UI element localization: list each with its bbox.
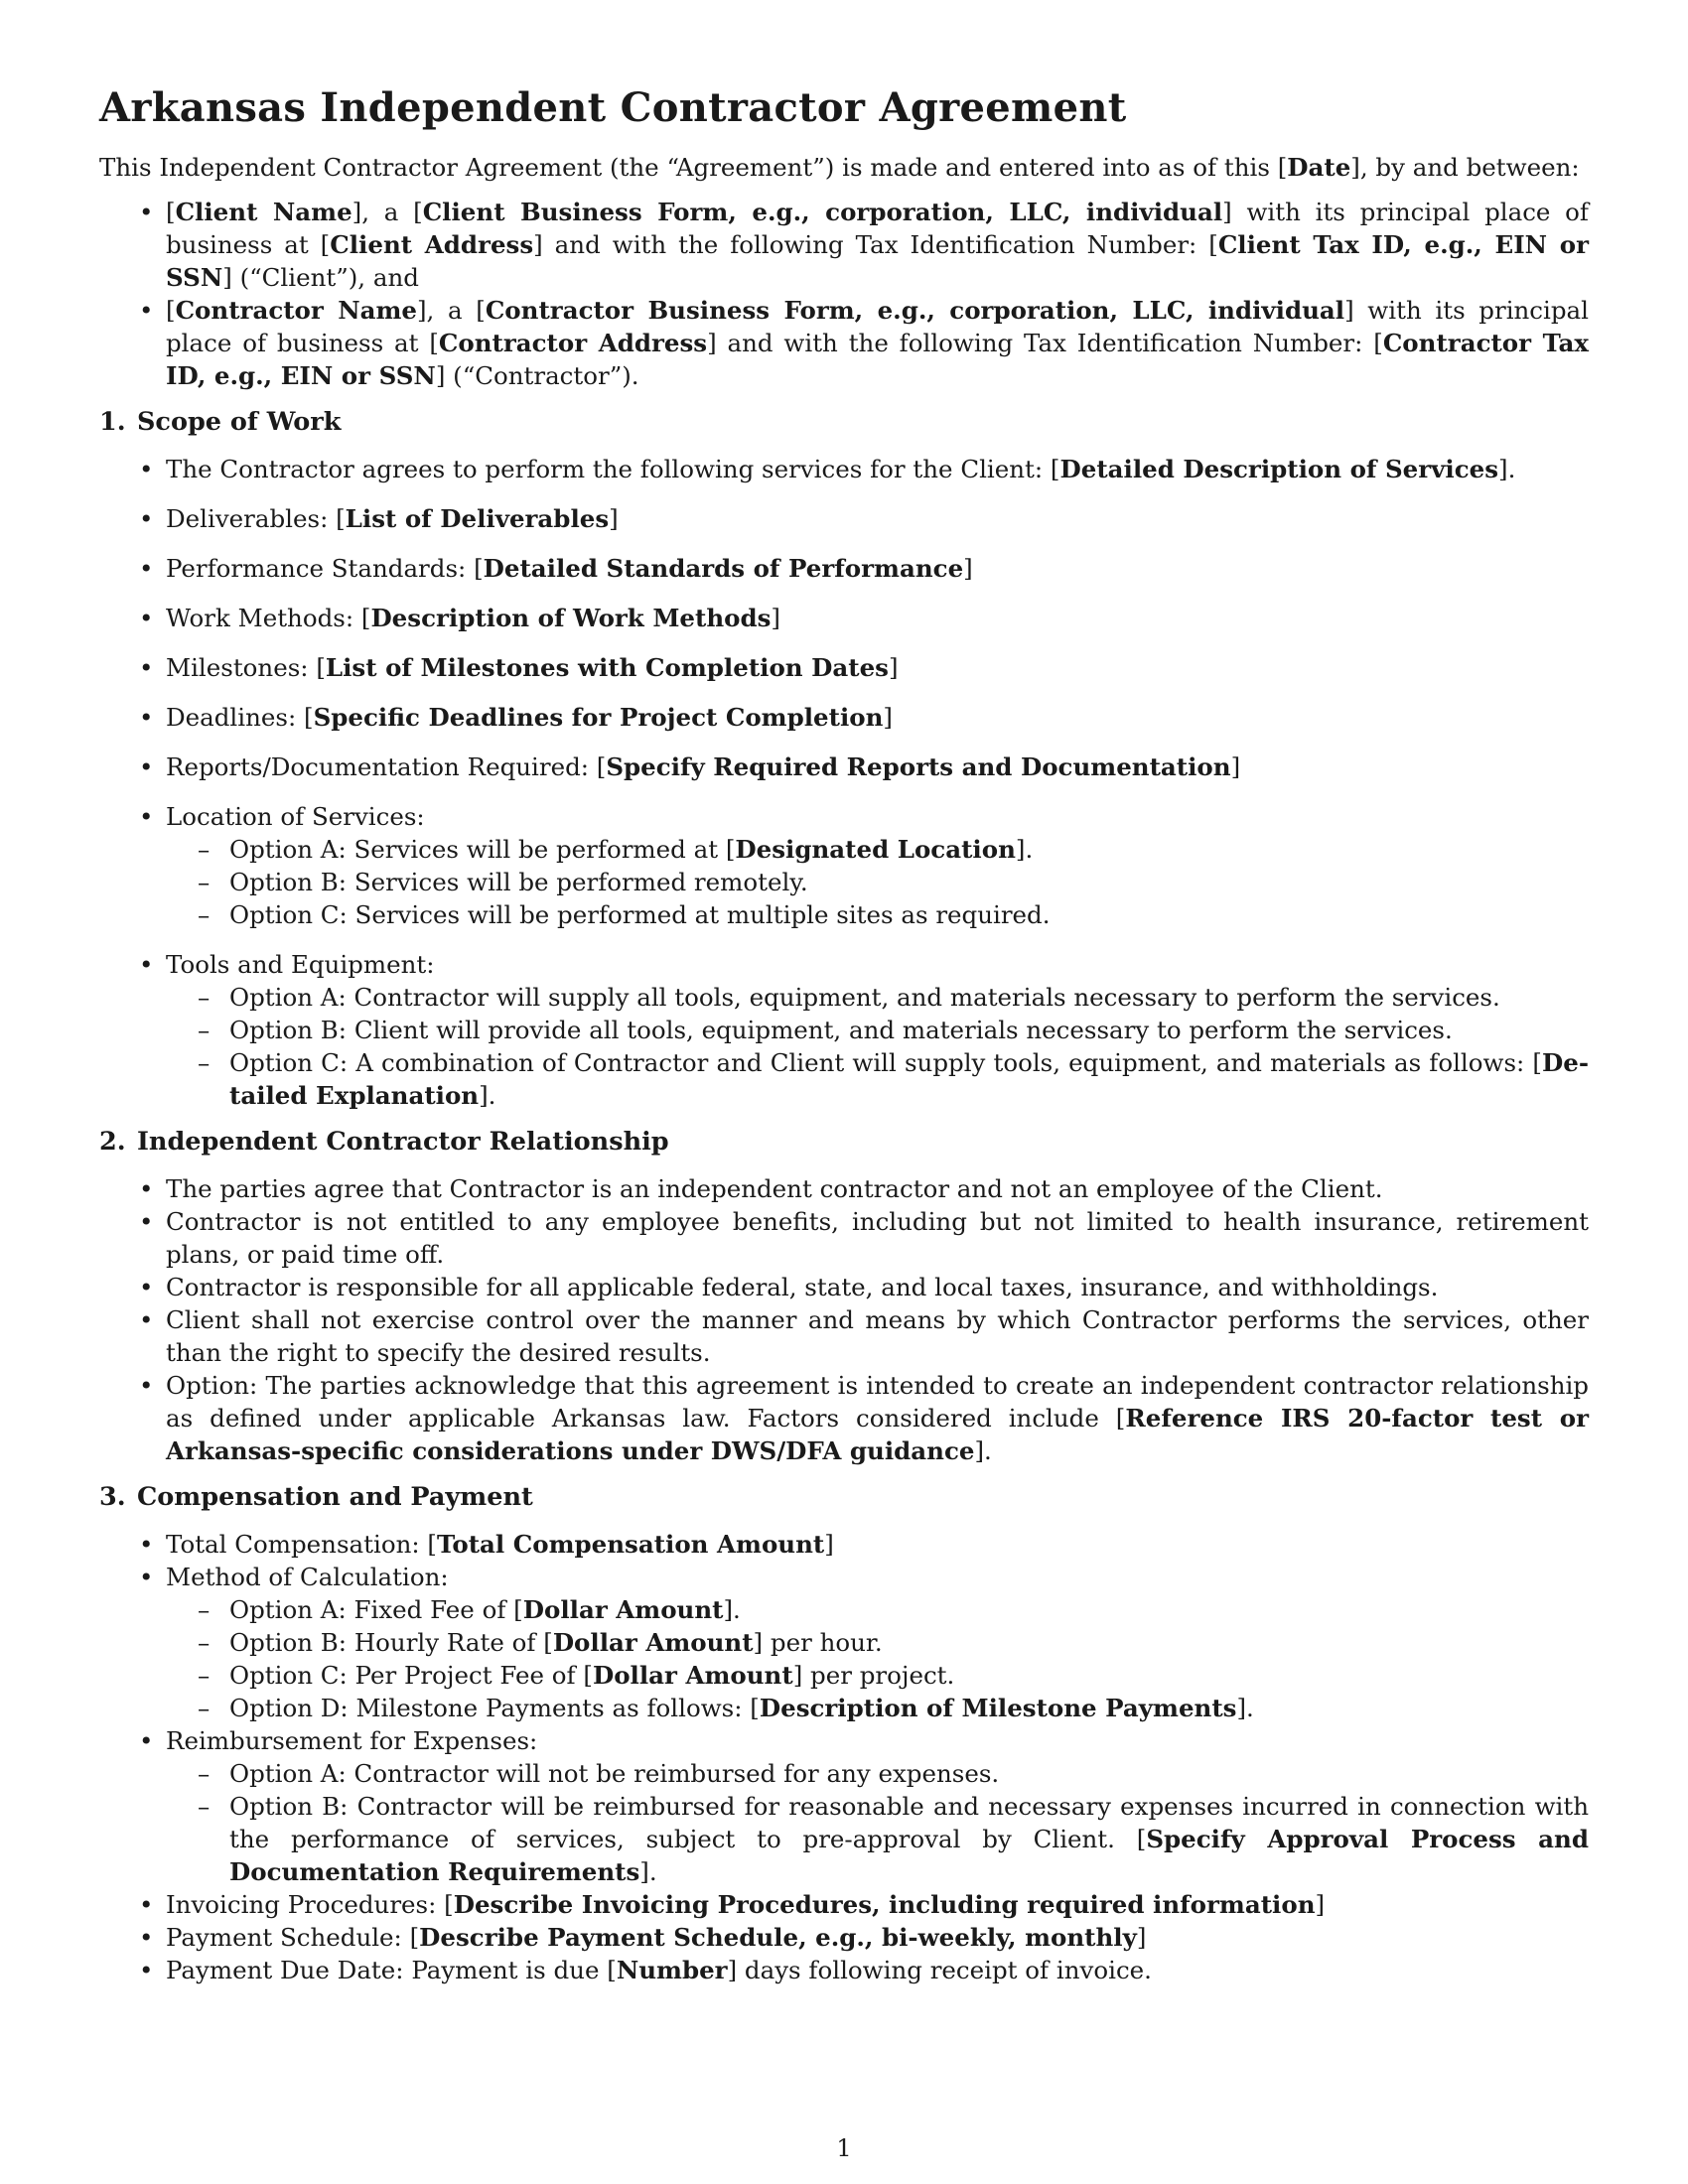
list-item: • Deliverables: [List of Deliverables] <box>99 502 1589 535</box>
list-item: – Option A: Contractor will not be reimbursed for any expenses. <box>166 1757 1589 1790</box>
tools-options <box>166 981 1589 1112</box>
method-options <box>166 1593 1589 1724</box>
parties-list <box>99 196 1589 392</box>
method-of-calculation: • Method of Calculation: – Option A: Fixed Fee of [Dollar Amount]. – Option B: Hourly Rate of [Dollar Amount] per hour. – Option C: Per Project Fee of [Dollar Amount] per project. – Option D: Milestone Payments as follows: [Description of Milestone Payments]. <box>99 1561 1589 1724</box>
party-client: • [Client Name], a [Client Business Form, e.g., corporation, LLC, individual] with its principal place of business at [Client Address] and with the following Tax Identification Number: [Client Tax ID, e.g., EIN or SSN] (“Client”), and <box>99 196 1589 294</box>
document-title: Arkansas Independent Contractor Agreement <box>99 84 1127 131</box>
list-item: – Option B: Contractor will be reimbursed for reasonable and necessary expenses incurred in connection with the performance of services, subject to pre-approval by Client. [Specify Approval Process and Documentation Requirements]. <box>166 1790 1589 1888</box>
location-of-services: • Location of Services: – Option A: Services will be performed at [Designated Location]. – Option B: Services will be performed remotely. – Option C: Services will be performed at multiple sites as required. <box>99 800 1589 931</box>
list-item: • Invoicing Procedures: [Describe Invoicing Procedures, including required information] <box>99 1888 1589 1921</box>
document-page <box>99 79 1589 1992</box>
intro-paragraph: This Independent Contractor Agreement (the “Agreement”) is made and entered into as of this [Date], by and between: <box>99 153 1580 182</box>
section-heading-relationship: 2. Independent Contractor Relationship <box>99 1127 669 1157</box>
list-item: • The Contractor agrees to perform the following services for the Client: [Detailed Description of Services]. <box>99 453 1589 485</box>
section-heading-scope: 1. Scope of Work <box>99 407 342 437</box>
list-item: • Option: The parties acknowledge that this agreement is intended to create an independent contractor relationship as defined under applicable Arkansas law. Factors considered include [Reference IRS 20-factor test or Arkansas-specific considerations under DWS/DFA guidance]. <box>99 1369 1589 1467</box>
list-item: – Option C: Per Project Fee of [Dollar Amount] per project. <box>166 1659 1589 1692</box>
scope-list <box>99 453 1589 1112</box>
list-item: • Deadlines: [Specific Deadlines for Project Completion] <box>99 701 1589 734</box>
list-item: • Client shall not exercise control over the manner and means by which Contractor performs the services, other than the right to specify the desired results. <box>99 1303 1589 1369</box>
list-item: – Option B: Hourly Rate of [Dollar Amount] per hour. <box>166 1626 1589 1659</box>
reimbursement-for-expenses: • Reimbursement for Expenses: – Option A: Contractor will not be reimbursed for any expenses. – Option B: Contractor will be reimbursed for reasonable and necessary expenses incurred in connection with the performance of services, subject to pre-approval by Client. [Specify Approval Process and Documentation Requirements]. <box>99 1724 1589 1888</box>
compensation-list <box>99 1528 1589 1986</box>
list-item: – Option C: Services will be performed at multiple sites as required. <box>166 898 1589 931</box>
location-options <box>166 833 1589 931</box>
list-item: • Reports/Documentation Required: [Specify Required Reports and Documentation] <box>99 751 1589 783</box>
list-item: – Option A: Fixed Fee of [Dollar Amount]. <box>166 1593 1589 1626</box>
list-item: • Milestones: [List of Milestones with Completion Dates] <box>99 651 1589 684</box>
relationship-list <box>99 1172 1589 1467</box>
list-item: • Work Methods: [Description of Work Methods] <box>99 602 1589 634</box>
list-item: • Performance Standards: [Detailed Standards of Performance] <box>99 552 1589 585</box>
list-item: – Option B: Client will provide all tools, equipment, and materials necessary to perform the services. <box>166 1014 1589 1046</box>
list-item: • The parties agree that Contractor is an independent contractor and not an employee of the Client. <box>99 1172 1589 1205</box>
party-contractor: • [Contractor Name], a [Contractor Business Form, e.g., corporation, LLC, individual] with its principal place of business at [Contractor Address] and with the following Tax Identification Number: [Contractor Tax ID, e.g., EIN or SSN] (“Contractor”). <box>99 294 1589 392</box>
page-number: 1 <box>836 2134 852 2162</box>
list-item: – Option A: Services will be performed at [Designated Location]. <box>166 833 1589 866</box>
tools-and-equipment: • Tools and Equipment: – Option A: Contractor will supply all tools, equipment, and materials necessary to perform the services. – Option B: Client will provide all tools, equipment, and materials necessary to perform the services. – Option C: A combination of Contractor and Client will supply tools, equipment, and materials as follows: [De-tailed Explanation]. <box>99 948 1589 1112</box>
list-item: • Total Compensation: [Total Compensation Amount] <box>99 1528 1589 1561</box>
list-item: • Contractor is not entitled to any employee benefits, including but not limited to health insurance, retirement plans, or paid time off. <box>99 1205 1589 1271</box>
list-item: • Payment Due Date: Payment is due [Number] days following receipt of invoice. <box>99 1954 1589 1986</box>
section-heading-compensation: 3. Compensation and Payment <box>99 1482 533 1512</box>
list-item: – Option B: Services will be performed remotely. <box>166 866 1589 898</box>
list-item: – Option C: A combination of Contractor and Client will supply tools, equipment, and materials as follows: [De-tailed Explanation]. <box>166 1046 1589 1112</box>
list-item: – Option A: Contractor will supply all tools, equipment, and materials necessary to perform the services. <box>166 981 1589 1014</box>
list-item: – Option D: Milestone Payments as follows: [Description of Milestone Payments]. <box>166 1692 1589 1724</box>
list-item: • Contractor is responsible for all applicable federal, state, and local taxes, insurance, and withholdings. <box>99 1271 1589 1303</box>
reimbursement-options <box>166 1757 1589 1888</box>
list-item: • Payment Schedule: [Describe Payment Schedule, e.g., bi-weekly, monthly] <box>99 1921 1589 1954</box>
date-placeholder: Date <box>1287 153 1351 182</box>
